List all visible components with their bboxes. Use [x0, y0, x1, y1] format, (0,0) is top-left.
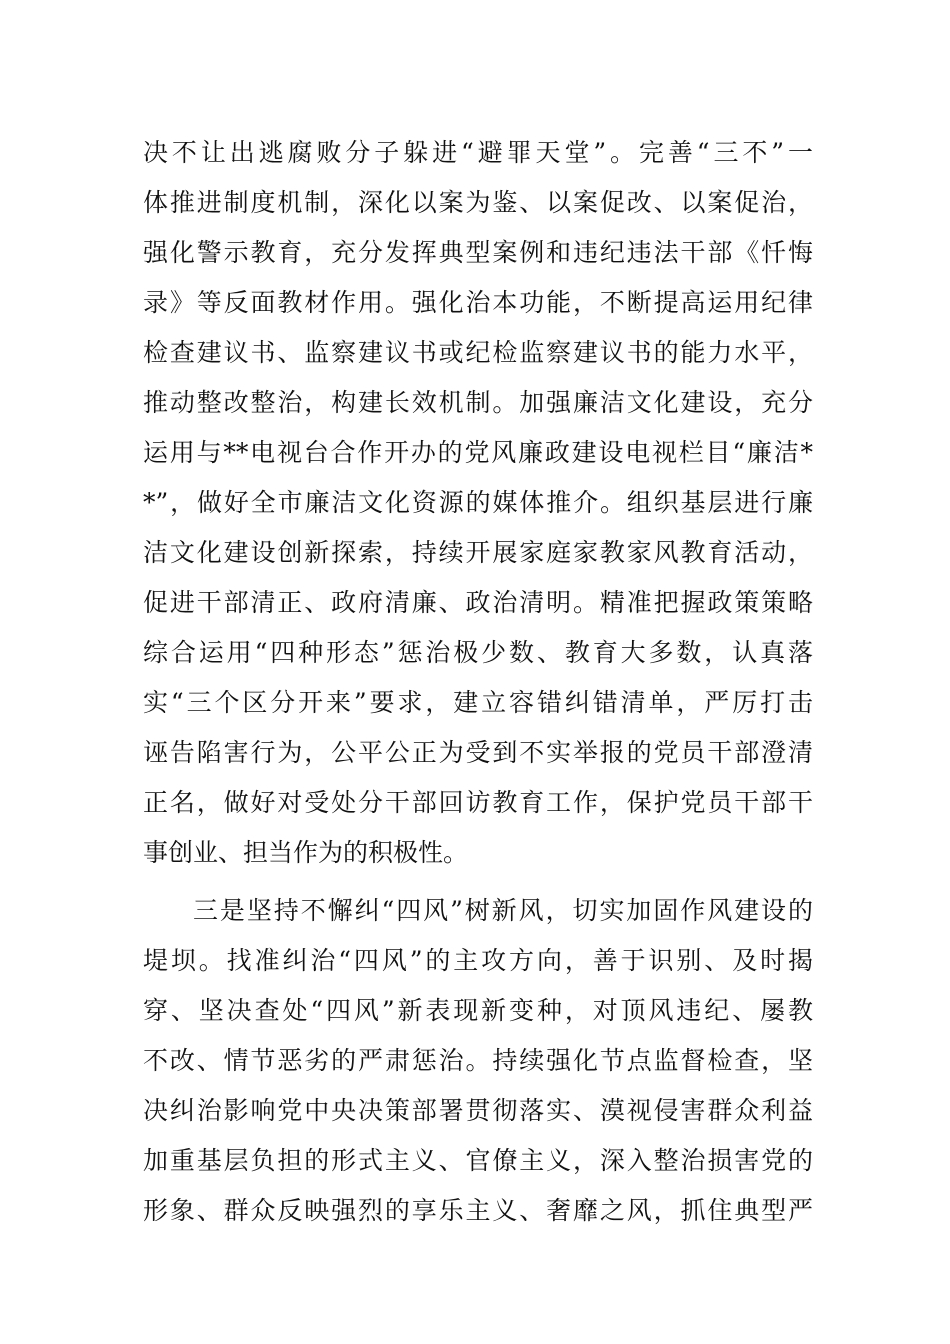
text-line: 正名，做好对受处分干部回访教育工作，保护党员干部干 — [143, 788, 813, 817]
text-line: 录》等反面教材作用。强化治本功能，不断提高运用纪律 — [143, 288, 813, 317]
text-line: 穿、坚决查处“四风”新表现新变种，对顶风违纪、屡教 — [143, 996, 813, 1025]
text-line: 形象、群众反映强烈的享乐主义、奢靡之风，抓住典型严 — [143, 1196, 813, 1225]
text-line: 强化警示教育，充分发挥典型案例和违纪违法干部《忏悔 — [143, 238, 813, 267]
text-line: 洁文化建设创新探索，持续开展家庭家教家风教育活动， — [143, 538, 813, 567]
text-line: 综合运用“四种形态”惩治极少数、教育大多数，认真落 — [143, 638, 813, 667]
paragraph-2 — [143, 886, 813, 1236]
text-line: 决不让出逃腐败分子躲进“避罪天堂”。完善“三不”一 — [143, 138, 813, 167]
text-line: 促进干部清正、政府清廉、政治清明。精准把握政策策略 — [143, 588, 813, 617]
paragraph-gap — [143, 878, 813, 886]
text-line: 不改、情节恶劣的严肃惩治。持续强化节点监督检查，坚 — [143, 1046, 813, 1075]
body-text — [143, 128, 813, 1236]
text-line: 检查建议书、监察建议书或纪检监察建议书的能力水平， — [143, 338, 813, 367]
text-line: 运用与**电视台合作开办的党风廉政建设电视栏目“廉洁* — [143, 438, 813, 467]
text-line: 实“三个区分开来”要求，建立容错纠错清单，严厉打击 — [143, 688, 813, 717]
text-line: 加重基层负担的形式主义、官僚主义，深入整治损害党的 — [143, 1146, 813, 1175]
text-line: 推动整改整治，构建长效机制。加强廉洁文化建设，充分 — [143, 388, 813, 417]
text-line: 决纠治影响党中央决策部署贯彻落实、漠视侵害群众利益 — [143, 1096, 813, 1125]
text-line: 体推进制度机制，深化以案为鉴、以案促改、以案促治， — [143, 188, 813, 217]
paragraph-1 — [143, 128, 813, 878]
text-line: *”，做好全市廉洁文化资源的媒体推介。组织基层进行廉 — [143, 488, 813, 517]
text-line: 三是坚持不懈纠“四风”树新风，切实加固作风建设的 — [193, 896, 813, 925]
text-line: 事创业、担当作为的积极性。 — [143, 838, 469, 867]
text-line: 诬告陷害行为，公平公正为受到不实举报的党员干部澄清 — [143, 738, 813, 767]
text-line: 堤坝。找准纠治“四风”的主攻方向，善于识别、及时揭 — [143, 946, 813, 975]
